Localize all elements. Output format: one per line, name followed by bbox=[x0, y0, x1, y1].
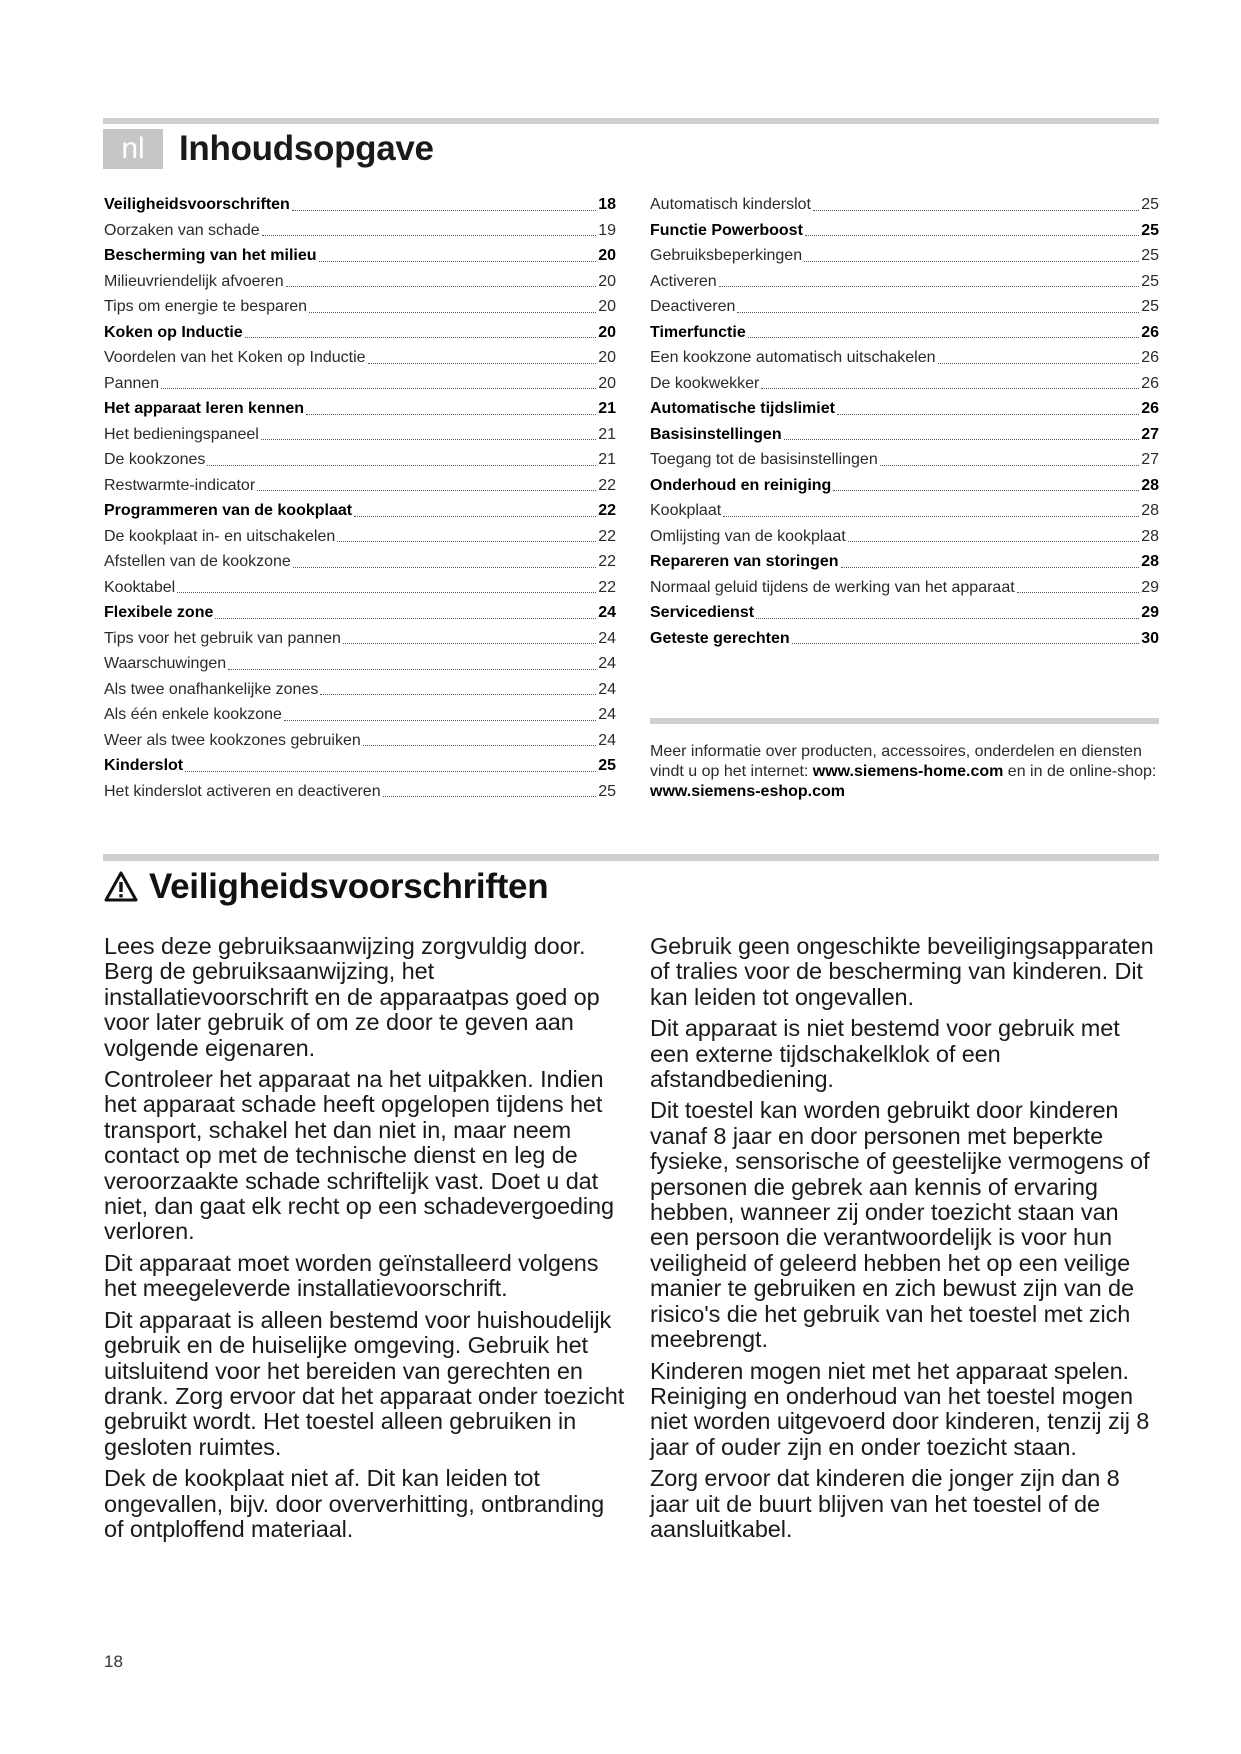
body-right-column bbox=[650, 934, 1160, 1548]
section-title: Veiligheidsvoorschriften bbox=[149, 867, 549, 906]
toc-entry[interactable] bbox=[650, 575, 1159, 601]
toc-leader-dots bbox=[880, 465, 1139, 466]
toc-entry-label: Het bedieningspaneel bbox=[104, 425, 259, 443]
toc-entry-page: 20 bbox=[598, 349, 616, 366]
toc-entry[interactable] bbox=[104, 447, 616, 473]
toc-entry-label: Repareren van storingen bbox=[650, 553, 839, 570]
toc-entry[interactable] bbox=[650, 218, 1159, 244]
toc-leader-dots bbox=[161, 388, 596, 389]
toc-entry-page: 24 bbox=[598, 731, 616, 749]
toc-leader-dots bbox=[309, 312, 596, 313]
toc-entry-label: Gebruiksbeperkingen bbox=[650, 247, 803, 264]
toc-leader-dots bbox=[177, 592, 596, 593]
toc-entry[interactable] bbox=[104, 294, 616, 320]
siemens-home-link[interactable]: www.siemens-home.com bbox=[812, 763, 1004, 780]
toc-entry-page: 18 bbox=[598, 196, 616, 213]
toc-entry-page: 21 bbox=[598, 400, 616, 417]
toc-entry[interactable] bbox=[104, 753, 616, 779]
info-text bbox=[650, 742, 1160, 802]
toc-leader-dots bbox=[286, 286, 597, 287]
toc-entry[interactable] bbox=[104, 396, 616, 422]
toc-entry-label: Kooktabel bbox=[104, 578, 176, 596]
toc-entry[interactable] bbox=[650, 396, 1159, 422]
toc-entry-label: Basisinstellingen bbox=[650, 425, 782, 443]
toc-entry-page: 22 bbox=[598, 476, 616, 494]
toc-entry-page: 28 bbox=[1141, 502, 1159, 519]
toc-leader-dots bbox=[848, 541, 1140, 542]
toc-entry-label: Bescherming van het milieu bbox=[104, 247, 317, 264]
toc-entry[interactable] bbox=[104, 651, 616, 677]
toc-leader-dots bbox=[306, 414, 596, 415]
toc-entry-page: 28 bbox=[1141, 553, 1159, 570]
toc-entry[interactable] bbox=[104, 524, 616, 550]
toc-leader-dots bbox=[228, 669, 596, 670]
toc-entry-page: 25 bbox=[1141, 298, 1159, 315]
toc-entry-label: Tips voor het gebruik van pannen bbox=[104, 629, 341, 647]
toc-entry[interactable] bbox=[650, 269, 1159, 295]
toc-entry-page: 24 bbox=[598, 629, 616, 647]
toc-entry-label: Voordelen van het Koken op Inductie bbox=[104, 349, 366, 366]
toc-entry-label: Toegang tot de basisinstellingen bbox=[650, 451, 878, 468]
body-paragraph: Dek de kookplaat niet af. Dit kan leiden tot ongevallen, bijv. door oververhitting, ontbranding of ontploffend materiaal. bbox=[104, 1465, 605, 1542]
toc-entry[interactable] bbox=[104, 192, 616, 218]
toc-entry[interactable] bbox=[104, 677, 616, 703]
toc-entry-page: 26 bbox=[1141, 349, 1159, 366]
page-title: Inhoudsopgave bbox=[179, 129, 434, 168]
toc-leader-dots bbox=[363, 745, 596, 746]
toc-entry-label: Deactiveren bbox=[650, 298, 736, 315]
toc-entry[interactable] bbox=[104, 422, 616, 448]
toc-leader-dots bbox=[292, 210, 596, 211]
toc-entry-label: Activeren bbox=[650, 272, 717, 290]
toc-entry-page: 27 bbox=[1141, 425, 1159, 443]
toc-entry[interactable] bbox=[104, 575, 616, 601]
toc-entry[interactable] bbox=[650, 600, 1159, 626]
toc-entry-label: Het kinderslot activeren en deactiveren bbox=[104, 782, 381, 800]
toc-entry[interactable] bbox=[104, 702, 616, 728]
toc-entry[interactable] bbox=[104, 728, 616, 754]
toc-entry[interactable] bbox=[104, 498, 616, 524]
toc-leader-dots bbox=[737, 312, 1139, 313]
body-paragraph: Gebruik geen ongeschikte beveiligingsapparaten of tralies voor de bescherming van kinderen. Dit kan leiden tot ongevallen. bbox=[650, 933, 1154, 1010]
toc-leader-dots bbox=[719, 286, 1140, 287]
body-paragraph: Zorg ervoor dat kinderen die jonger zijn dan 8 jaar uit de buurt blijven van het toestel of de aansluitkabel. bbox=[650, 1465, 1120, 1542]
toc-entry-label: Kookplaat bbox=[650, 502, 722, 519]
toc-entry-label: Koken op Inductie bbox=[104, 323, 243, 341]
toc-entry-label: Een kookzone automatisch uitschakelen bbox=[650, 349, 936, 366]
info-rule bbox=[650, 718, 1159, 724]
toc-leader-dots bbox=[320, 694, 596, 695]
toc-entry[interactable] bbox=[650, 320, 1159, 346]
toc-entry[interactable] bbox=[650, 524, 1159, 550]
toc-entry-label: Veiligheidsvoorschriften bbox=[104, 196, 290, 213]
toc-entry-page: 25 bbox=[1141, 247, 1159, 264]
toc-entry[interactable] bbox=[104, 269, 616, 295]
toc-entry-page: 20 bbox=[598, 247, 616, 264]
body-left-column bbox=[104, 934, 629, 1548]
toc-leader-dots bbox=[837, 414, 1139, 415]
toc-leader-dots bbox=[813, 210, 1139, 211]
warning-icon bbox=[103, 870, 139, 904]
toc-leader-dots bbox=[368, 363, 597, 364]
toc-entry-label: Automatische tijdslimiet bbox=[650, 400, 835, 417]
toc-leader-dots bbox=[354, 516, 596, 517]
toc-right-column bbox=[650, 192, 1159, 651]
section-heading bbox=[103, 862, 548, 912]
body-paragraph: Lees deze gebruiksaanwijzing zorgvuldig door. Berg de gebruiksaanwijzing, het installatievoorschrift en de apparaatpas goed op voor later gebruik of om ze door te geven aan volgende eigenaren. bbox=[104, 933, 600, 1061]
toc-entry-page: 20 bbox=[598, 272, 616, 290]
toc-entry-label: Milieuvriendelijk afvoeren bbox=[104, 272, 284, 290]
toc-entry-page: 24 bbox=[598, 604, 616, 621]
toc-entry-page: 28 bbox=[1141, 476, 1159, 494]
toc-entry-page: 24 bbox=[598, 655, 616, 672]
toc-entry-label: Timerfunctie bbox=[650, 323, 746, 341]
toc-entry-page: 29 bbox=[1141, 604, 1159, 621]
toc-entry-label: Als één enkele kookzone bbox=[104, 706, 282, 723]
toc-leader-dots bbox=[761, 388, 1139, 389]
toc-entry-page: 20 bbox=[598, 298, 616, 315]
toc-entry[interactable] bbox=[104, 473, 616, 499]
toc-entry-label: Restwarmte-indicator bbox=[104, 476, 256, 494]
toc-leader-dots bbox=[938, 363, 1140, 364]
toc-entry-page: 30 bbox=[1141, 629, 1159, 647]
top-rule bbox=[103, 118, 1159, 124]
toc-entry-label: Omlijsting van de kookplaat bbox=[650, 527, 846, 545]
toc-entry[interactable] bbox=[650, 192, 1159, 218]
toc-leader-dots bbox=[805, 235, 1139, 236]
toc-entry-label: Geteste gerechten bbox=[650, 629, 790, 647]
toc-entry[interactable] bbox=[104, 626, 616, 652]
toc-entry-page: 25 bbox=[598, 782, 616, 800]
toc-leader-dots bbox=[383, 796, 597, 797]
toc-leader-dots bbox=[841, 567, 1140, 568]
info-text-1: Meer informatie over producten, accessoires, onderdelen en diensten vindt u op het internet: bbox=[650, 743, 1142, 780]
toc-entry-label: De kookzones bbox=[104, 451, 206, 468]
toc-entry-label: Programmeren van de kookplaat bbox=[104, 502, 353, 519]
page-header bbox=[103, 128, 434, 170]
body-paragraph: Dit apparaat is niet bestemd voor gebruik met een externe tijdschakelklok of een afstandbediening. bbox=[650, 1015, 1120, 1093]
toc-leader-dots bbox=[723, 516, 1139, 517]
toc-entry-page: 27 bbox=[1141, 451, 1159, 468]
toc-entry-label: Onderhoud en reiniging bbox=[650, 476, 832, 494]
toc-entry[interactable] bbox=[650, 473, 1159, 499]
toc-entry-page: 24 bbox=[598, 706, 616, 723]
siemens-eshop-link[interactable]: www.siemens-eshop.com bbox=[650, 783, 846, 800]
toc-entry-page: 21 bbox=[598, 425, 616, 443]
toc-entry[interactable] bbox=[104, 320, 616, 346]
toc-entry-page: 22 bbox=[598, 578, 616, 596]
toc-entry-page: 19 bbox=[598, 221, 616, 239]
toc-entry-page: 25 bbox=[1141, 272, 1159, 290]
toc-entry-label: De kookwekker bbox=[650, 374, 760, 392]
toc-entry-label: Automatisch kinderslot bbox=[650, 196, 811, 213]
toc-entry-page: 28 bbox=[1141, 527, 1159, 545]
toc-entry-page: 26 bbox=[1141, 323, 1159, 341]
toc-entry-page: 20 bbox=[598, 323, 616, 341]
toc-entry-label: Functie Powerboost bbox=[650, 221, 803, 239]
toc-entry-page: 22 bbox=[598, 527, 616, 545]
toc-entry[interactable] bbox=[650, 371, 1159, 397]
toc-entry-label: Afstellen van de kookzone bbox=[104, 553, 291, 570]
toc-entry-page: 24 bbox=[598, 680, 616, 698]
toc-entry[interactable] bbox=[650, 498, 1159, 524]
body-paragraph: Kinderen mogen niet met het apparaat spelen. Reiniging en onderhoud van het toestel mogen niet worden uitgevoerd door kinderen, tenzij zij 8 jaar of ouder zijn en onder toezicht staan. bbox=[650, 1357, 1150, 1460]
toc-entry-label: Waarschuwingen bbox=[104, 655, 227, 672]
toc-entry-page: 26 bbox=[1141, 400, 1159, 417]
toc-entry[interactable] bbox=[104, 243, 616, 269]
toc-entry-page: 25 bbox=[1141, 221, 1159, 239]
toc-entry-page: 26 bbox=[1141, 374, 1159, 392]
toc-entry-label: Het apparaat leren kennen bbox=[104, 400, 305, 417]
toc-leader-dots bbox=[284, 720, 596, 721]
toc-leader-dots bbox=[748, 337, 1139, 338]
toc-leader-dots bbox=[185, 771, 596, 772]
page-number: 18 bbox=[104, 1652, 123, 1671]
toc-entry[interactable] bbox=[650, 447, 1159, 473]
toc-leader-dots bbox=[343, 643, 596, 644]
toc-entry-page: 21 bbox=[598, 451, 616, 468]
toc-leader-dots bbox=[262, 235, 597, 236]
body-paragraph: Controleer het apparaat na het uitpakken. Indien het apparaat schade heeft opgelopen tijdens het transport, schakel het dan niet in, maar neem contact op met de technische dienst en leg de veroorzaakte schade schriftelijk vast. Doet u dat niet, dan gaat elk recht op een schadevergoeding verloren. bbox=[104, 1066, 614, 1245]
toc-leader-dots bbox=[792, 643, 1140, 644]
toc-entry-label: Weer als twee kookzones gebruiken bbox=[104, 731, 361, 749]
toc-leader-dots bbox=[207, 465, 596, 466]
toc-leader-dots bbox=[257, 490, 596, 491]
toc-entry[interactable] bbox=[650, 243, 1159, 269]
toc-entry-label: Flexibele zone bbox=[104, 604, 214, 621]
toc-entry-label: Servicedienst bbox=[650, 604, 755, 621]
toc-leader-dots bbox=[293, 567, 596, 568]
toc-leader-dots bbox=[756, 618, 1139, 619]
toc-leader-dots bbox=[261, 439, 596, 440]
toc-leader-dots bbox=[1017, 592, 1140, 593]
toc-entry[interactable] bbox=[104, 779, 616, 805]
toc-entry-label: Pannen bbox=[104, 374, 160, 392]
body-paragraph: Dit apparaat is alleen bestemd voor huishoudelijk gebruik en de huiselijke omgeving. Gebruik het uitsluitend voor het bereiden van gerechten en drank. Zorg ervoor dat het apparaat onder toezicht gebruikt wordt. Het toestel alleen gebruiken in gesloten ruimtes. bbox=[104, 1306, 625, 1460]
toc-leader-dots bbox=[337, 541, 596, 542]
toc-entry[interactable] bbox=[104, 600, 616, 626]
info-text-2: en in de online-shop: bbox=[1003, 763, 1157, 780]
toc-entry[interactable] bbox=[104, 549, 616, 575]
toc-entry-label: Tips om energie te besparen bbox=[104, 298, 308, 315]
toc-entry-label: De kookplaat in- en uitschakelen bbox=[104, 527, 336, 545]
toc-leader-dots bbox=[319, 261, 597, 262]
toc-entry[interactable] bbox=[650, 422, 1159, 448]
toc-entry[interactable] bbox=[650, 345, 1159, 371]
toc-leader-dots bbox=[784, 439, 1140, 440]
toc-entry[interactable] bbox=[650, 626, 1159, 652]
toc-entry[interactable] bbox=[104, 218, 616, 244]
toc-entry-label: Als twee onafhankelijke zones bbox=[104, 680, 319, 698]
toc-entry-label: Normaal geluid tijdens de werking van het apparaat bbox=[650, 578, 1015, 596]
toc-left-column bbox=[104, 192, 616, 804]
toc-entry-label: Oorzaken van schade bbox=[104, 221, 260, 239]
body-paragraph: Dit toestel kan worden gebruikt door kinderen vanaf 8 jaar en door personen met beperkte fysieke, sensorische of geestelijke vermogens of personen die gebrek aan kennis of ervaring hebben, wanneer zij onder toezicht staan van een persoon die verantwoordelijk is voor hun veiligheid of geleerd hebben het op een veilige manier te gebruiken en zich bewust zijn van de risico's die het gebruik van het toestel met zich meebrengt. bbox=[650, 1097, 1150, 1353]
toc-leader-dots bbox=[833, 490, 1139, 491]
toc-entry-page: 25 bbox=[598, 757, 616, 774]
toc-entry-page: 22 bbox=[598, 502, 616, 519]
toc-leader-dots bbox=[215, 618, 596, 619]
toc-leader-dots bbox=[804, 261, 1139, 262]
section-rule bbox=[103, 854, 1159, 861]
toc-entry[interactable] bbox=[104, 345, 616, 371]
toc-entry-page: 25 bbox=[1141, 196, 1159, 213]
toc-entry-page: 29 bbox=[1141, 578, 1159, 596]
toc-entry-page: 20 bbox=[598, 374, 616, 392]
toc-entry[interactable] bbox=[104, 371, 616, 397]
toc-entry-label: Kinderslot bbox=[104, 757, 184, 774]
language-badge: nl bbox=[103, 129, 163, 169]
toc-entry[interactable] bbox=[650, 549, 1159, 575]
toc-entry-page: 22 bbox=[598, 553, 616, 570]
toc-leader-dots bbox=[245, 337, 597, 338]
toc-entry[interactable] bbox=[650, 294, 1159, 320]
body-paragraph: Dit apparaat moet worden geïnstalleerd volgens het meegeleverde installatievoorschrift. bbox=[104, 1249, 599, 1302]
